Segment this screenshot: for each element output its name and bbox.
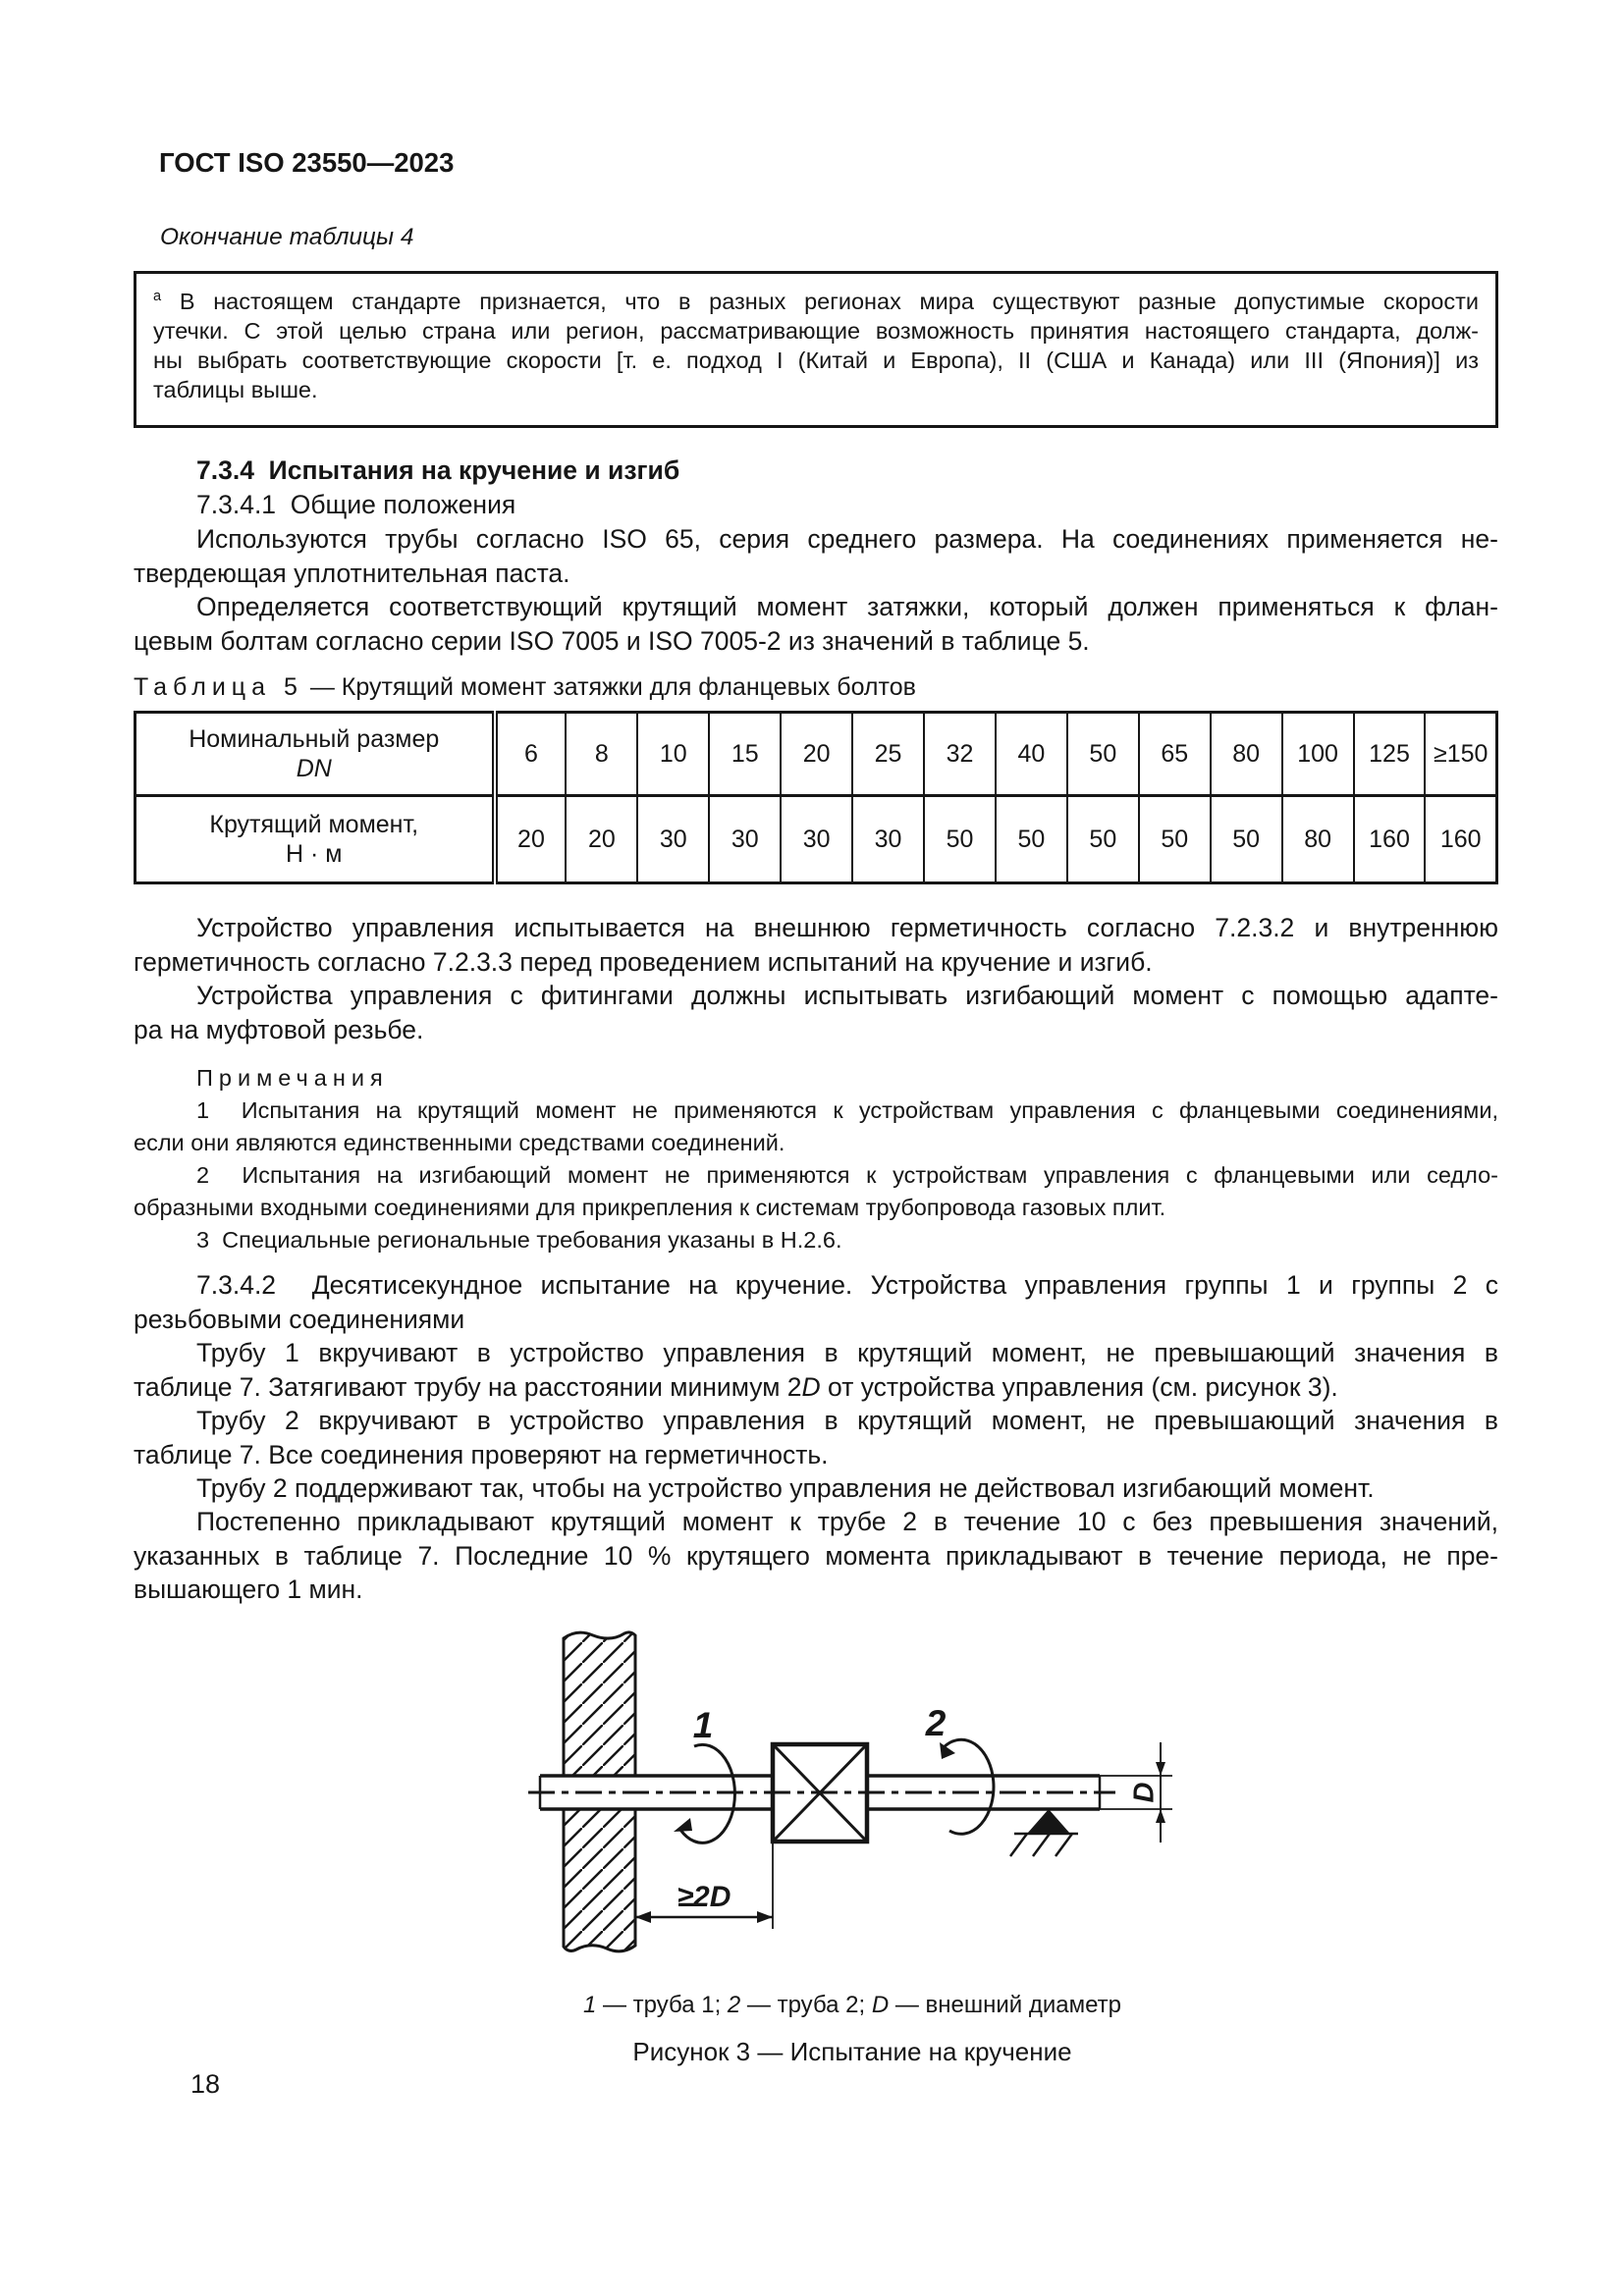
table-cell: 65: [1139, 713, 1211, 796]
paragraph: Трубу 1 вкручивают в устройство управления в крутящий момент, не превышающий значения в таблице 7. Затягивают трубу на расстоянии минимум 2D от устройства управления (см. рисунок 3).: [134, 1338, 1498, 1402]
table5-caption-text: — Крутящий момент затяжки для фланцевых болтов: [302, 673, 916, 701]
table-cell: 20: [566, 796, 637, 883]
table-cell: 30: [852, 796, 924, 883]
notes-title: Примечания: [196, 1065, 389, 1091]
table-cell: 50: [1139, 796, 1211, 883]
paragraph: Трубу 2 вкручивают в устройство управления в крутящий момент, не превышающий значения в таблице 7. Все соединения проверяют на герметичность.: [134, 1406, 1498, 1469]
table-cell: 30: [709, 796, 781, 883]
table5-caption: [134, 673, 916, 702]
notes-block: [134, 1062, 1498, 1256]
table-cell: 125: [1354, 713, 1426, 796]
figure-caption: Рисунок 3 — Испытание на кручение: [632, 2037, 1072, 2066]
paragraph: Постепенно прикладывают крутящий момент к трубе 2 в течение 10 с без превышения значений, указанных в таблице 7. Последние 10 % крутящего момента прикладывают в течение периода, не пре- вышающего 1 мин.: [134, 1507, 1498, 1604]
table-5: [134, 711, 1498, 884]
heading-7-3-4: 7.3.4 Испытания на кручение и изгиб: [196, 455, 680, 485]
table-cell: 50: [996, 796, 1067, 883]
note-1: 1 Испытания на крутящий момент не применяются к устройствам управления с фланцевыми соединениями, если они являются единственными средствами соединений.: [134, 1097, 1498, 1155]
table-cell: 20: [781, 713, 852, 796]
table-cell: 15: [709, 713, 781, 796]
table-cell: 40: [996, 713, 1067, 796]
table-cell: 20: [495, 796, 567, 883]
row-header-torque: Крутящий момент, Н · м: [135, 796, 495, 883]
table-row: [135, 713, 1497, 796]
page-title: ГОСТ ISO 23550—2023: [159, 147, 455, 178]
table-cell: ≥150: [1425, 713, 1496, 796]
dimension-2d: [635, 1843, 773, 1929]
paragraph: Используются трубы согласно ISO 65, серия среднего размера. На соединениях применяется не- твердеющая уплотнительная паста.: [134, 524, 1498, 588]
paragraph: Трубу 2 поддерживают так, чтобы на устройство управления не действовал изгибающий момент.: [196, 1473, 1375, 1503]
dim-outer-diameter-label: D: [1128, 1782, 1161, 1803]
support-symbol: [1010, 1809, 1078, 1856]
table-cell: 80: [1282, 796, 1354, 883]
table4-footnote-box: $^a$ В настоящем стандарте признается, что в разных регионах мира существуют разные допустимые скорости утечки. С этой целью страна или регион, рассматривающие возможность принятия настоящего стандарта, долж- ны выбрать соответствующие скорости [т. е. подход I (Китай и Европа), II (США и Канада) или III (Япония)] из таблицы выше.: [134, 271, 1498, 428]
heading-7-3-4-1: 7.3.4.1 Общие положения: [196, 490, 516, 519]
table-cell: 50: [924, 796, 996, 883]
paragraph: Определяется соответствующий крутящий момент затяжки, который должен применяться к флан- цевым болтам согласно серии ISO 7005 и ISO 7005-2 из значений в таблице 5.: [134, 592, 1498, 656]
dim-distance-label: ≥2D: [677, 1881, 731, 1913]
table-cell: 32: [924, 713, 996, 796]
heading-7-3-4-2: 7.3.4.2 Десятисекундное испытание на кручение. Устройства управления группы 1 и группы 2 с резьбовыми соединениями: [134, 1270, 1498, 1334]
table-cell: 160: [1354, 796, 1426, 883]
figure-3-torsion-test-drawing: [520, 1622, 1184, 1960]
figure-legend: 1 — труба 1; 2 — труба 2; D — внешний диаметр: [582, 1992, 1122, 2018]
table-row: [135, 796, 1497, 883]
table-cell: 50: [1067, 713, 1139, 796]
table-cell: 30: [637, 796, 709, 883]
table-cell: 160: [1425, 796, 1496, 883]
note-3: 3 Специальные региональные требования указаны в Н.2.6.: [196, 1227, 842, 1253]
table-cell: 100: [1282, 713, 1354, 796]
table-cell: 30: [781, 796, 852, 883]
page-number: 18: [190, 2069, 221, 2099]
table-cell: 8: [566, 713, 637, 796]
table-cell: 10: [637, 713, 709, 796]
table4-continuation-caption: Окончание таблицы 4: [160, 224, 414, 250]
table-cell: 80: [1211, 713, 1282, 796]
pipe-2-label: 2: [925, 1703, 947, 1743]
row-header-dn: Номинальный размер DN: [135, 713, 495, 796]
table-cell: 50: [1211, 796, 1282, 883]
table-cell: 6: [495, 713, 567, 796]
table-cell: 50: [1067, 796, 1139, 883]
table5-caption-label: Таблица 5: [134, 673, 303, 701]
paragraph: Устройство управления испытывается на внешнюю герметичность согласно 7.2.3.2 и внутреннюю герметичность согласно 7.2.3.3 перед проведением испытаний на кручение и изгиб.: [134, 913, 1498, 977]
pipe-1-label: 1: [692, 1705, 714, 1745]
note-2: 2 Испытания на изгибающий момент не применяются к устройствам управления с фланцевыми или седло- образными входными соединениями для прикрепления к системам трубопровода газовых плит.: [134, 1162, 1498, 1220]
paragraph: Устройства управления с фитингами должны испытывать изгибающий момент с помощью адапте- ра на муфтовой резьбе.: [134, 981, 1498, 1044]
table-cell: 25: [852, 713, 924, 796]
